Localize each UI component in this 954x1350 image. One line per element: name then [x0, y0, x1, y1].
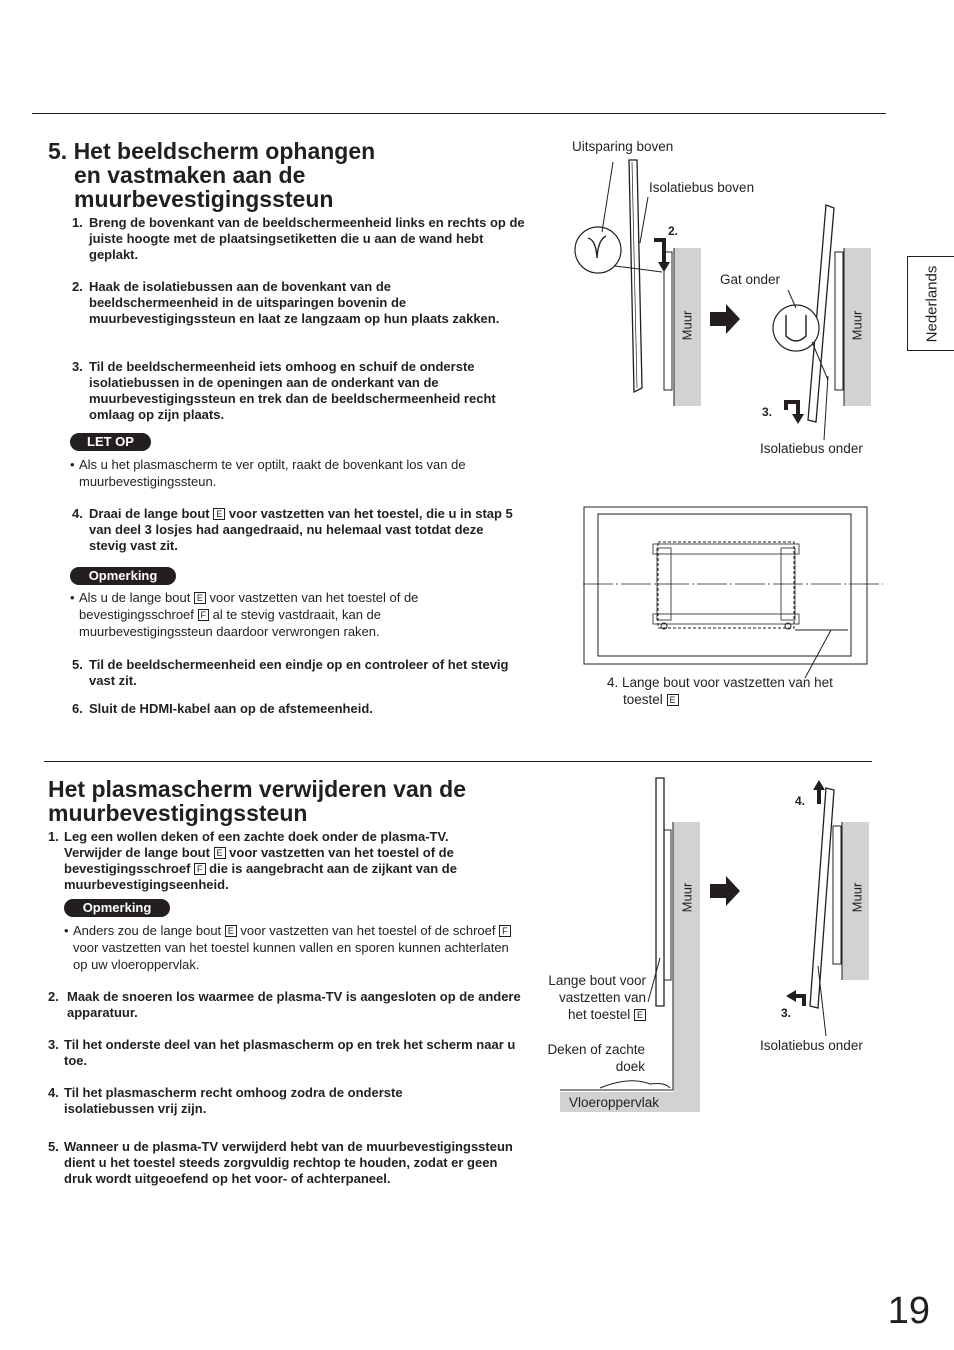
language-tab-label: Nederlands — [923, 265, 940, 342]
label-deken — [520, 1041, 645, 1075]
s1-step-4 — [72, 506, 522, 554]
s1-step-1-num: 1. — [72, 215, 83, 230]
let-op-bullet: • — [70, 457, 75, 472]
section1-title-line1: 5. Het beeldscherm ophangen — [48, 138, 376, 164]
language-tab — [907, 256, 954, 351]
let-op-text: Als u het plasmascherm te ver optilt, raakt de bovenkant los van de muurbevestigingssteun. — [79, 457, 466, 489]
s1-step-3 — [72, 359, 532, 423]
lange-bout-line3: het toestel — [567, 1007, 634, 1022]
wall-label-left: Muur — [679, 310, 695, 341]
wall-label-removal-right: Muur — [849, 882, 865, 913]
section2-title-line1: Het plasmascherm verwijderen van de — [48, 776, 467, 802]
s2-step-4-text: Til het plasmascherm recht omhoog zodra de onderste isolatiebussen vrij zijn. — [64, 1085, 403, 1116]
s1-step-5 — [72, 657, 522, 689]
section1-title-line2: en vastmaken aan de — [74, 162, 306, 188]
s2-step-2-text: Maak de snoeren los waarmee de plasma-TV is aangesloten op de andere apparatuur. — [67, 989, 521, 1020]
s1-step-4-pre: Draai de lange bout — [89, 506, 214, 521]
s2-step-3-text: Til het onderste deel van het plasmascherm op en trek het scherm naar u toe. — [64, 1037, 516, 1068]
top-rule — [32, 113, 886, 114]
opm1-mid: voor vastzetten van het toestel of de bevestigingsschroef — [79, 590, 419, 622]
lange-bout-line2: vastzetten van — [558, 990, 646, 1005]
rear-view-caption — [607, 674, 873, 708]
opm2-post: voor vastzetten van het toestel kunnen vallen en sporen kunnen achterlaten op uw vloeroppervlak. — [73, 940, 509, 972]
opm1-pre: Als u de lange bout — [79, 590, 194, 605]
wall-label-removal-left: Muur — [679, 882, 695, 913]
let-op-badge: LET OP — [70, 433, 151, 451]
opm1-bullet: • — [70, 590, 75, 605]
label-isolatiebus-boven: Isolatiebus boven — [649, 180, 755, 195]
s1-step-6 — [72, 701, 522, 717]
s1-step-3-num: 3. — [72, 359, 83, 374]
s2-step-1-p2: voor vastzetten van het toestel of de bevestigingsschroef — [64, 845, 454, 876]
screw-f-key: F — [198, 609, 210, 621]
bolt-e-key: E — [225, 925, 237, 937]
label-gat-onder: Gat onder — [720, 272, 781, 287]
opmerking-badge-1: Opmerking — [70, 567, 176, 585]
s1-step-5-num: 5. — [72, 657, 83, 672]
bolt-e-key: E — [194, 592, 206, 604]
s1-step-2 — [72, 279, 512, 327]
middle-rule — [44, 761, 872, 762]
screw-f-key: F — [499, 925, 511, 937]
label-uitsparing-boven: Uitsparing boven — [572, 139, 674, 154]
section2-title-line2: muurbevestigingssteun — [48, 800, 308, 826]
s1-step-3-text: Til de beeldschermeenheid iets omhoog en schuif de onderste isolatiebussen in de openingen aan de onderkant van de muurbevestigingssteun en trek dan de beeldschermeenheid recht omlaag op zijn plaats. — [89, 359, 496, 422]
s1-step-4-num: 4. — [72, 506, 83, 521]
let-op-note — [70, 456, 520, 490]
label-isolatiebus-onder-removal: Isolatiebus onder — [760, 1038, 863, 1053]
label-isolatiebus-onder: Isolatiebus onder — [760, 441, 863, 456]
bolt-e-key: E — [213, 508, 225, 520]
s1-step-5-text: Til de beeldschermeenheid een eindje op en controleer of het stevig vast zit. — [89, 657, 509, 688]
s1-step-2-text: Haak de isolatiebussen aan de bovenkant van de beeldschermeenheid in de uitsparingen bovenin de muurbevestigingssteun en laat ze langzaam op hun plaats zakken. — [89, 279, 500, 326]
opm2-mid: voor vastzetten van het toestel of de schroef — [236, 923, 500, 938]
label-vloeroppervlak: Vloeroppervlak — [569, 1095, 660, 1110]
deken-line2: doek — [615, 1059, 645, 1074]
opmerking-note-1 — [70, 589, 450, 640]
opm1-post: al te stevig vastdraait, kan de muurbevestigingssteun daardoor verwrongen raken. — [79, 607, 381, 639]
s2-step-2 — [48, 989, 526, 1021]
s1-step-6-num: 6. — [72, 701, 83, 716]
s2-step-4 — [48, 1085, 488, 1117]
opm2-bullet: • — [64, 923, 69, 938]
s2-step-5-text: Wanneer u de plasma-TV verwijderd hebt van de muurbevestigingssteun dient u het toestel steeds zorgvuldig rechtop te houden, zodat er geen druk wordt uitgeoefend op het voor- of achterpaneel. — [64, 1139, 513, 1186]
label-step-2: 2. — [668, 224, 679, 238]
section1-title-line3: muurbevestigingssteun — [74, 186, 334, 212]
s2-step-5-num: 5. — [48, 1139, 59, 1154]
s1-step-4-post: voor vastzetten van het toestel, die u in stap 5 van deel 3 losjes had aangedraaid, nu helemaal vast totdat deze stevig vast zit. — [89, 506, 513, 553]
label-lange-bout — [520, 972, 646, 1023]
opmerking-note-2 — [64, 922, 512, 973]
label-step-4: 4. — [795, 794, 806, 808]
s2-step-1-p1: Leg een wollen deken of een zachte doek onder de plasma-TV. Verwijder de lange bout — [64, 829, 449, 860]
s2-step-2-num: 2. — [48, 989, 59, 1004]
section2-title — [48, 777, 528, 825]
bolt-e-key: E — [667, 694, 679, 706]
label-step-3: 3. — [762, 405, 773, 419]
s2-step-4-num: 4. — [48, 1085, 59, 1100]
bolt-e-key: E — [214, 847, 226, 859]
s1-step-2-num: 2. — [72, 279, 83, 294]
s2-step-1-num: 1. — [48, 829, 59, 844]
s2-step-3-num: 3. — [48, 1037, 59, 1052]
screw-f-key: F — [194, 863, 206, 875]
rear-view-diagram — [583, 506, 883, 702]
s2-step-1 — [48, 829, 508, 893]
rear-caption-text: 4. Lange bout voor vastzetten van het toestel — [607, 675, 833, 707]
s2-step-1-p3: die is aangebracht aan de zijkant van de muurbevestigingseenheid. — [64, 861, 457, 892]
s1-step-6-text: Sluit de HDMI-kabel aan op de afstemeenheid. — [89, 701, 373, 716]
lange-bout-line1: Lange bout voor — [548, 973, 646, 988]
bolt-e-key: E — [634, 1009, 646, 1021]
deken-line1: Deken of zachte — [547, 1042, 645, 1057]
label-step-3-removal: 3. — [781, 1006, 792, 1020]
opmerking-badge-2: Opmerking — [64, 899, 170, 917]
s2-step-5 — [48, 1139, 514, 1187]
s1-step-1-text: Breng de bovenkant van de beeldschermeenheid links en rechts op de juiste hoogte met de plaatsingsetiketten die u aan de wand hebt geplakt. — [89, 215, 525, 262]
page-number: 19 — [887, 1290, 930, 1332]
wall-label-right: Muur — [849, 310, 865, 341]
s1-step-1 — [72, 215, 532, 263]
s2-step-3 — [48, 1037, 526, 1069]
opm2-pre: Anders zou de lange bout — [73, 923, 225, 938]
section1-title — [48, 139, 528, 211]
